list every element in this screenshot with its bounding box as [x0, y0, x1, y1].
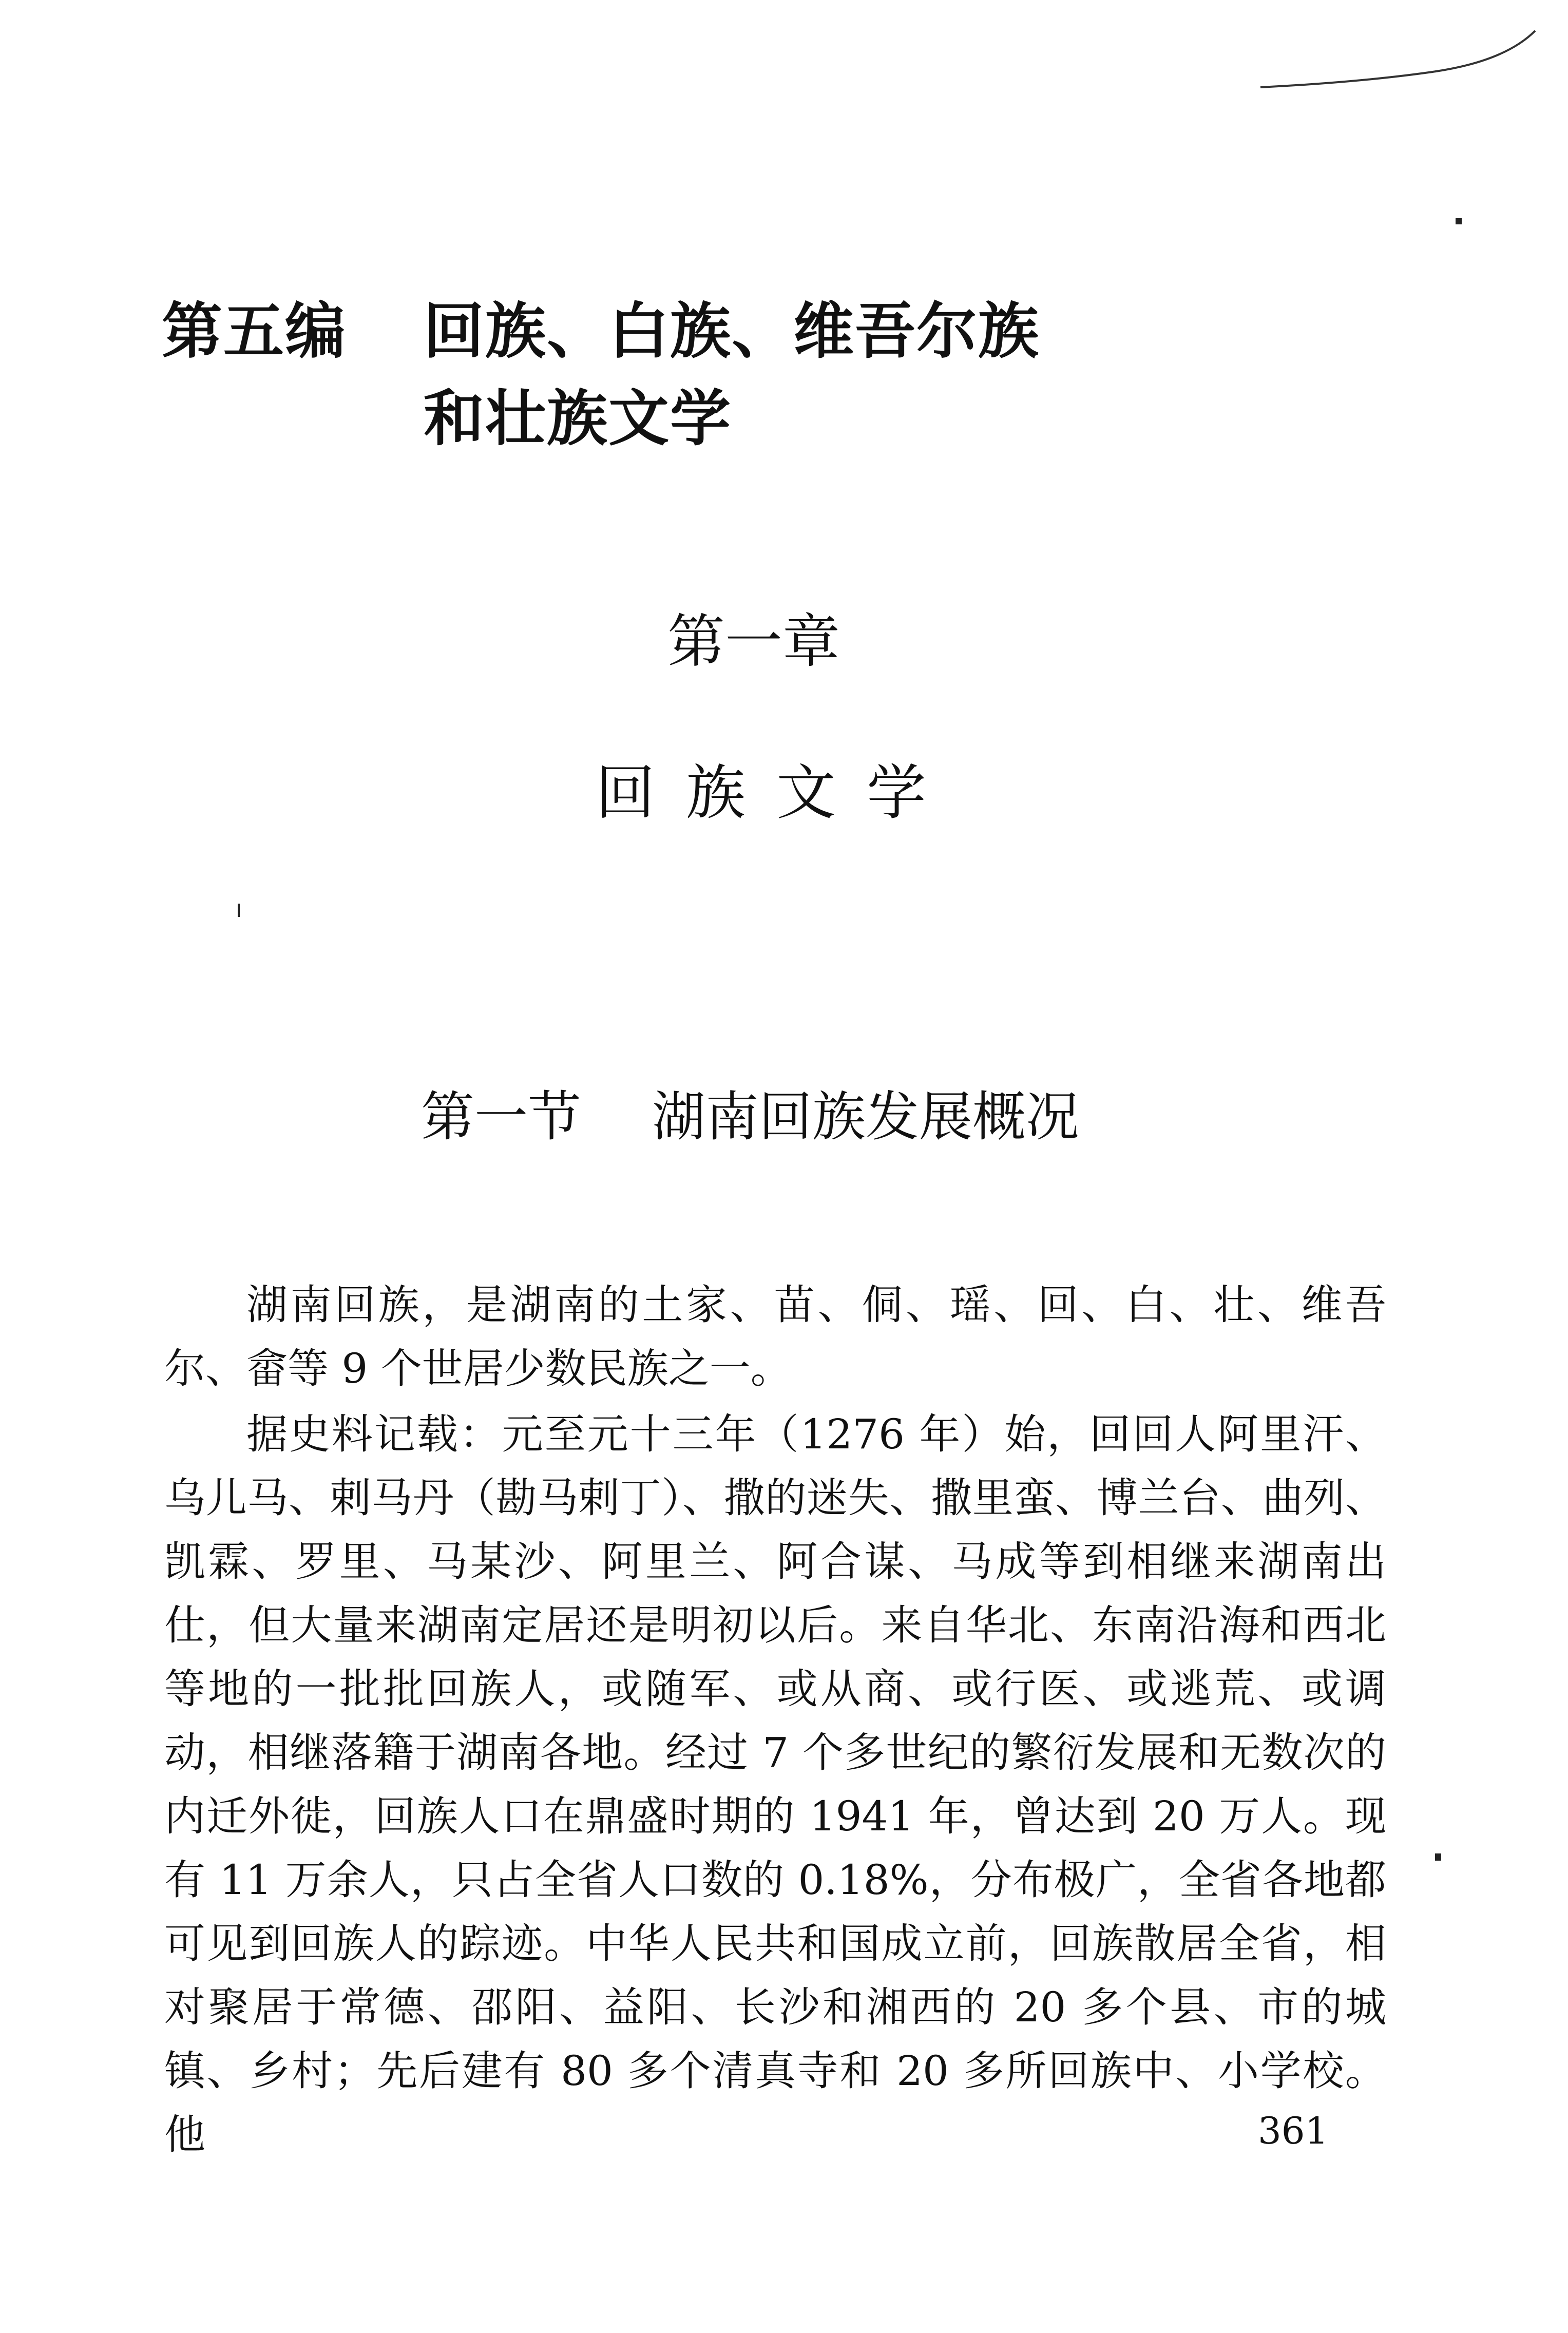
scan-dot: [1435, 1853, 1441, 1861]
part-title-line2: 和壮族文学: [424, 383, 732, 454]
page-number: 361: [1258, 2109, 1329, 2152]
scan-stroke: [1258, 21, 1545, 103]
paragraph: 湖南回族，是湖南的土家、苗、侗、瑶、回、白、壮、维吾尔、畲等 9 个世居少数民族之一。: [164, 1281, 1386, 1392]
chapter-title: 回族文学: [596, 758, 957, 828]
body-text: [164, 1273, 1386, 2167]
section-number: 第一节: [421, 1085, 582, 1148]
paragraph: 据史料记载：元至元十三年（1276 年）始，回回人阿里汗、乌儿马、剌马丹（勘马剌丁）、撒的迷失、撒里蛮、博兰台、曲列、凯霖、罗里、马某沙、阿里兰、阿合谋、马成等到相继来湖南出仕，但大量来湖南定居还是明初以后。来自华北、东南沿海和西北等地的一批批回族人，或随军、或从商、或行医、或逃荒、或调动，相继落籍于湖南各地。经过 7 个多世纪的繁衍发展和无数次的内迁外徙，回族人口在鼎盛时期的 1941 年，曾达到 20 万人。现有 11 万余人，只占全省人口数的 0.18%，分布极广，全省各地都可见到回族人的踪迹。中华人民共和国成立前，回族散居全省，相对聚居于常德、邵阳、益阳、长沙和湘西的 20 多个县、市的城镇、乡村；先后建有 80 多个清真寺和 20 多所回族中、小学校。他: [164, 1410, 1386, 2158]
section-title: 湖南回族发展概况: [652, 1085, 1080, 1148]
scan-dot: [238, 904, 240, 917]
chapter-number: 第一章: [667, 608, 840, 675]
part-title-line1: 回族、白族、维吾尔族: [424, 296, 1040, 367]
section-heading: [421, 1078, 1079, 1155]
scan-dot: [1456, 218, 1462, 224]
part-title: [162, 288, 1040, 462]
part-label: 第五编: [162, 296, 347, 367]
